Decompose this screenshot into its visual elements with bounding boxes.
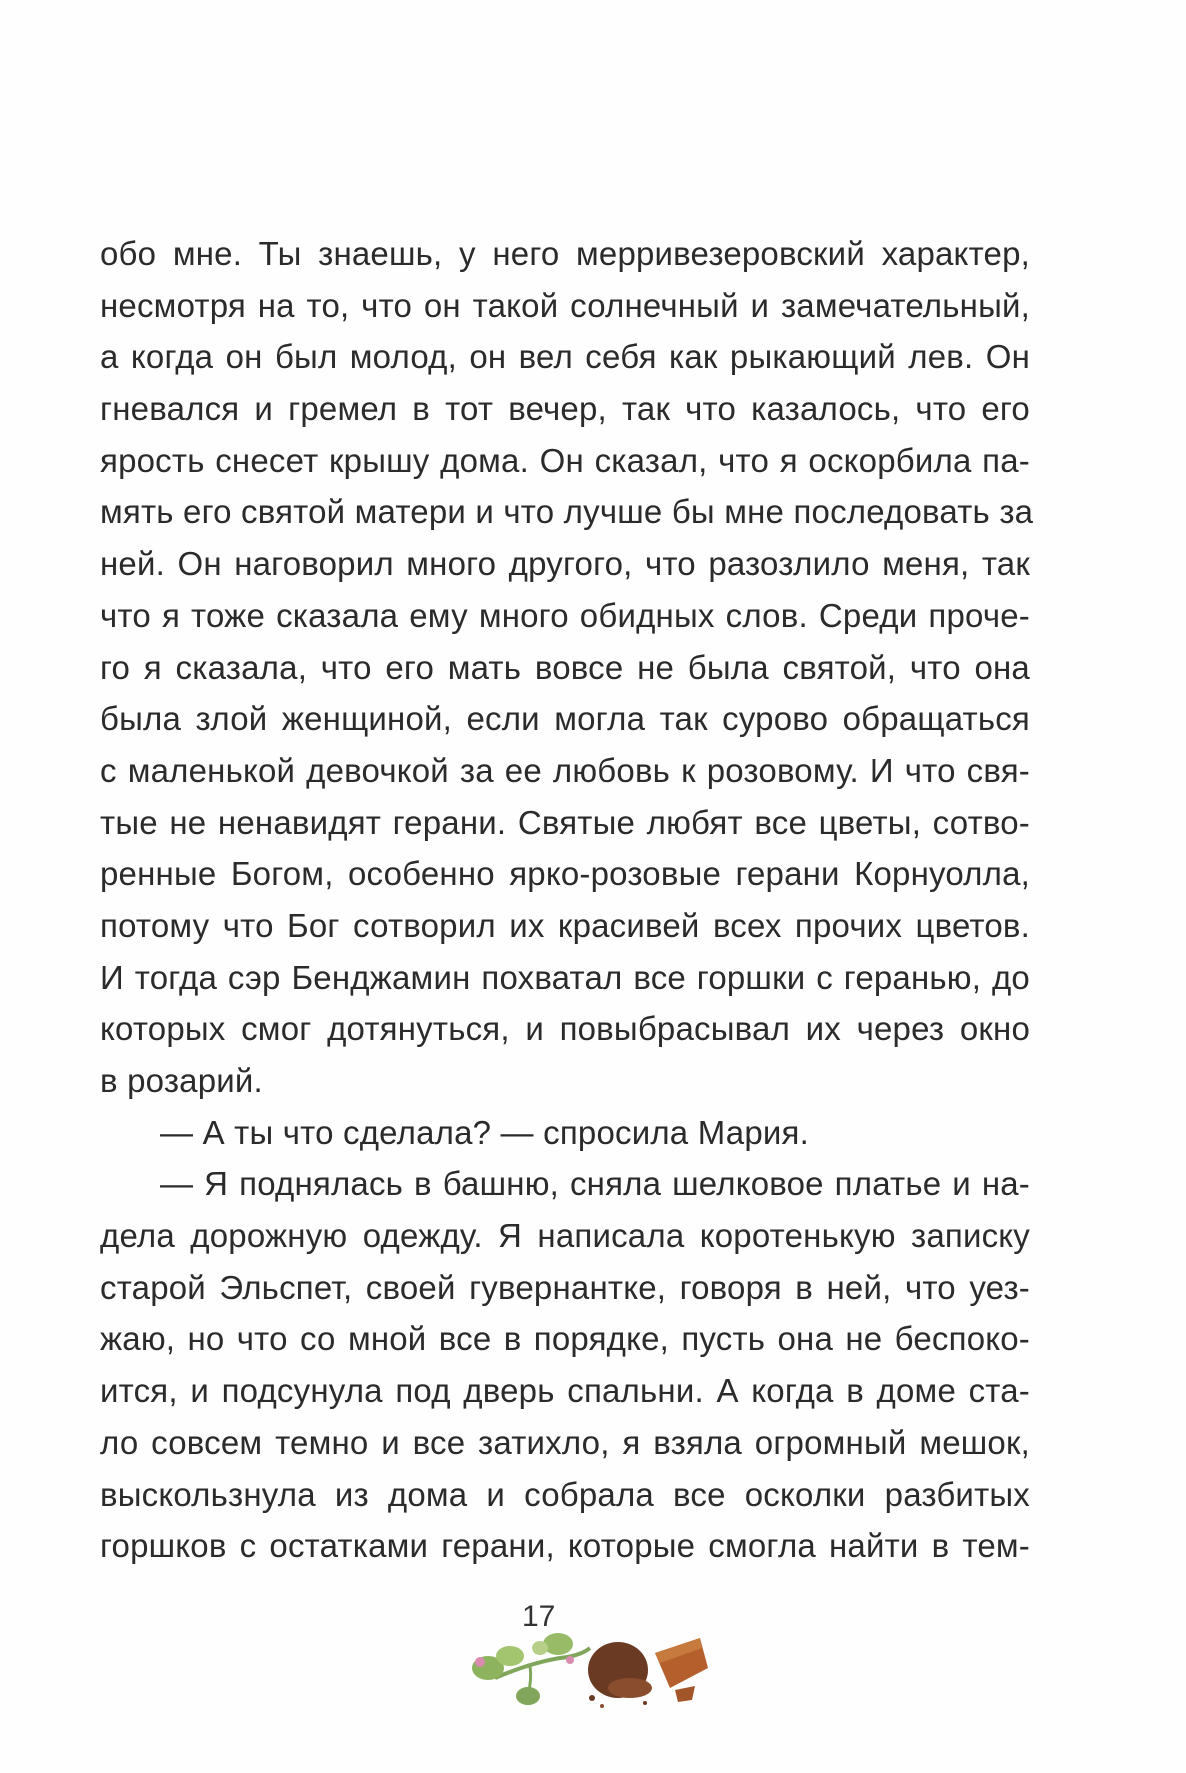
text-line: ло совсем темно и все затихло, я взяла огромный мешок, <box>100 1423 1030 1461</box>
dialogue-line: — А ты что сделала? — спросила Мария. <box>160 1113 809 1151</box>
soil <box>608 1678 652 1698</box>
text-line: в розарий. <box>100 1062 263 1099</box>
text-line: мять его святой матери и что лучше бы мне последовать за <box>100 493 1034 531</box>
leaf <box>532 1641 548 1655</box>
text-line: старой Эльспет, своей гувернантке, говоря в ней, что уез- <box>100 1268 1030 1306</box>
text-line: гневался и гремел в тот вечер, так что казалось, что его <box>100 390 1030 428</box>
text-line: которых смог дотянуться, и повыбрасывал их через окно <box>100 1010 1030 1048</box>
text-line: что я тоже сказала ему много обидных слов. Среди проче- <box>100 596 1030 634</box>
body-text <box>100 228 1034 1572</box>
text-line: горшков с остатками герани, которые смогла найти в тем- <box>100 1527 1030 1565</box>
text-line: ится, и подсунула под дверь спальни. А когда в доме ста- <box>100 1372 1030 1410</box>
pot-shard <box>675 1686 695 1702</box>
leaf <box>496 1646 524 1666</box>
dialogue-line: — Я поднялась в башню, сняла шелковое платье и на- <box>160 1165 1030 1203</box>
text-line: обо мне. Ты знаешь, у него мерривезеровский характер, <box>100 235 1030 272</box>
leaf <box>516 1687 540 1705</box>
leaf <box>543 1633 573 1655</box>
soil-crumb <box>600 1704 604 1708</box>
flower <box>566 1656 574 1664</box>
text-line: ярость снесет крышу дома. Он сказал, что я оскорбила па- <box>100 441 1030 479</box>
text-line: выскользнула из дома и собрала все осколки разбитых <box>100 1475 1030 1513</box>
text-line: была злой женщиной, если могла так сурово обращаться <box>100 700 1030 738</box>
geranium-pots-ornament-icon <box>470 1608 730 1718</box>
text-line: несмотря на то, что он такой солнечный и замечательный, <box>100 286 1030 324</box>
text-line: тые не ненавидят герани. Святые любят все цветы, сотво- <box>100 803 1030 841</box>
text-line: жаю, но что со мной все в порядке, пусть она не беспоко- <box>100 1320 1030 1358</box>
soil-crumb <box>589 1695 595 1701</box>
flower <box>475 1657 485 1667</box>
page-footer <box>470 1600 730 1720</box>
text-line: а когда он был молод, он вел себя как рыкающий лев. Он <box>100 338 1030 376</box>
text-line: ренные Богом, особенно ярко-розовые герани Корнуолла, <box>100 855 1030 893</box>
text-line: с маленькой девочкой за ее любовь к розовому. И что свя- <box>100 751 1030 789</box>
text-line: И тогда сэр Бенджамин похватал все горшки с геранью, до <box>100 958 1030 996</box>
soil-crumb <box>643 1701 647 1705</box>
text-line: потому что Бог сотворил их красивей всех прочих цветов. <box>100 906 1030 944</box>
text-line: ней. Он наговорил много другого, что разозлило меня, так <box>100 545 1030 583</box>
page-number: 17 <box>522 1600 556 1633</box>
text-line: дела дорожную одежду. Я написала коротенькую записку <box>100 1217 1030 1255</box>
text-line: го я сказала, что его мать вовсе не была святой, что она <box>100 648 1030 686</box>
